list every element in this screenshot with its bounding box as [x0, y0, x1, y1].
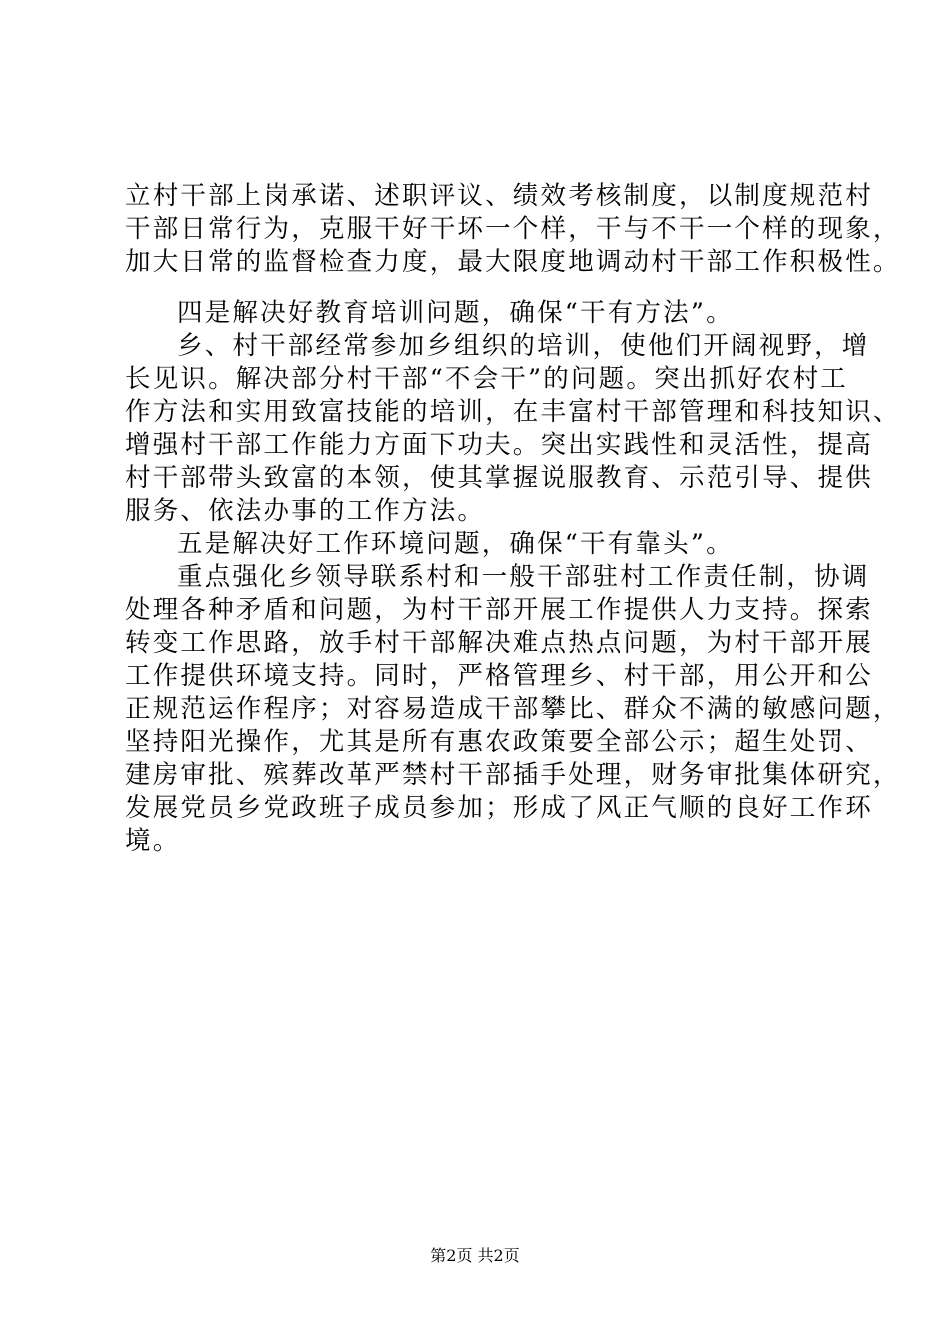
paragraph-2-line-2: 长见识。解决部分村干部“不会干”的问题。突出抓好农村工: [125, 364, 848, 394]
paragraph-3-line-5: 正规范运作程序；对容易造成干部攀比、群众不满的敏感问题，: [125, 694, 901, 724]
section-5-heading: 五是解决好工作环境问题，确保“干有靠头”。: [177, 529, 734, 559]
paragraph-3-line-8: 发展党员乡党政班子成员参加；形成了风正气顺的良好工作环: [125, 793, 873, 823]
paragraph-3-line-3: 转变工作思路，放手村干部解决难点热点问题，为村干部开展: [125, 628, 873, 658]
paragraph-1-line-3: 加大日常的监督检查力度，最大限度地调动村干部工作积极性。: [125, 247, 901, 277]
paragraph-2-line-3: 作方法和实用致富技能的培训，在丰富村干部管理和科技知识、: [125, 397, 901, 427]
paragraph-2-line-5: 村干部带头致富的本领，使其掌握说服教育、示范引导、提供: [125, 463, 873, 493]
paragraph-3-line-4: 工作提供环境支持。同时，严格管理乡、村干部，用公开和公: [125, 661, 873, 691]
paragraph-2-line-6: 服务、依法办事的工作方法。: [125, 496, 486, 526]
paragraph-2-line-4: 增强村干部工作能力方面下功夫。突出实践性和灵活性，提高: [125, 430, 873, 460]
paragraph-3-line-2: 处理各种矛盾和问题，为村干部开展工作提供人力支持。探索: [125, 595, 873, 625]
paragraph-3-line-6: 坚持阳光操作，尤其是所有惠农政策要全部公示；超生处罚、: [125, 727, 873, 757]
paragraph-3-line-9: 境。: [125, 826, 181, 856]
paragraph-1-line-1: 立村干部上岗承诺、述职评议、绩效考核制度，以制度规范村: [125, 181, 873, 211]
paragraph-2-line-1: 乡、村干部经常参加乡组织的培训，使他们开阔视野，增: [177, 331, 870, 361]
paragraph-1-line-2: 干部日常行为，克服干好干坏一个样，干与不干一个样的现象，: [125, 214, 901, 244]
page-number-footer: 第2页 共2页: [430, 1246, 520, 1265]
paragraph-3-line-1: 重点强化乡领导联系村和一般干部驻村工作责任制，协调: [177, 562, 870, 592]
section-4-heading: 四是解决好教育培训问题，确保“干有方法”。: [177, 298, 734, 328]
paragraph-3-line-7: 建房审批、殡葬改革严禁村干部插手处理，财务审批集体研究，: [125, 760, 901, 790]
